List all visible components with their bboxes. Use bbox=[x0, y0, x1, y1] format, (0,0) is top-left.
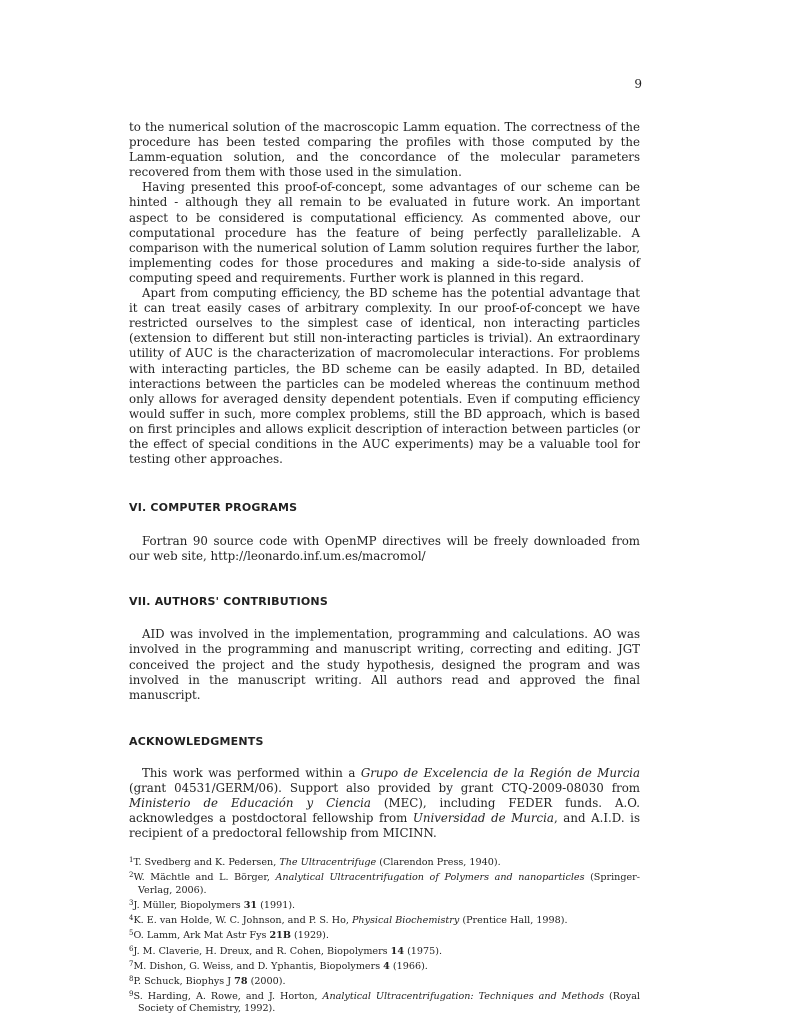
reference-number: 3 bbox=[129, 898, 134, 907]
reference-volume: 31 bbox=[243, 899, 258, 911]
ack-italic-1: Grupo de Excelencia de la Región de Murcia bbox=[360, 765, 640, 780]
reference-publisher: (1929). bbox=[290, 930, 329, 942]
reference-authors: J. Müller, Biopolymers bbox=[133, 899, 244, 911]
ack-text-1: This work was performed within a bbox=[142, 765, 361, 780]
reference-authors: K. E. van Holde, W. C. Johnson, and P. S. Ho, bbox=[133, 915, 352, 927]
reference-number: 1 bbox=[129, 856, 134, 865]
reference-item bbox=[129, 854, 640, 869]
reference-item bbox=[129, 973, 640, 988]
reference-volume: 21B bbox=[269, 930, 291, 942]
paragraph-acknowledgments bbox=[129, 766, 640, 841]
page-number: 9 bbox=[634, 77, 642, 91]
reference-volume: 14 bbox=[390, 945, 405, 957]
reference-number: 5 bbox=[129, 929, 134, 938]
section-heading-authors-contributions: VII. AUTHORS' CONTRIBUTIONS bbox=[129, 595, 328, 609]
reference-publisher: (1991). bbox=[257, 899, 296, 911]
ack-text-2: (grant 04531/GERM/06). Support also provided by grant CTQ-2009-08030 from bbox=[129, 780, 640, 795]
ack-italic-2: Ministerio de Educación y Ciencia bbox=[129, 796, 371, 810]
reference-volume: 78 bbox=[234, 975, 248, 987]
paragraph-authors-contributions: AID was involved in the implementation, programming and calculations. AO was involved in the programming and manuscript writing, correcting and editing. JGT conceived the project and the study hypothesis, designed the program and was involved in the manuscript writing. All authors read and approved the final manuscript. bbox=[129, 627, 640, 702]
reference-publisher: (2000). bbox=[247, 975, 286, 987]
ack-text-4: , and A.I.D. is recipient of a predoctoral fellowship from MICINN. bbox=[129, 811, 640, 841]
reference-title: Analytical Ultracentrifugation: Techniques and Methods bbox=[322, 991, 605, 1003]
section-heading-acknowledgments: ACKNOWLEDGMENTS bbox=[129, 734, 264, 748]
reference-item bbox=[129, 897, 640, 912]
reference-volume: 4 bbox=[383, 960, 390, 972]
paragraph-advantages: Having presented this proof-of-concept, some advantages of our scheme can be hinted - although they all remain to be evaluated in future work. An important aspect to be considered is computational efficiency. As commented above, our computational procedure has the feature of being perfectly parallelizable. A comparison with the numerical solution of Lamm solution requires further the labor, implementing codes for those procedures and making a side-to-side analysis of computing speed and requirements. Further work is planned in this regard. bbox=[129, 180, 640, 285]
reference-number: 9 bbox=[129, 990, 134, 999]
reference-item bbox=[129, 869, 640, 896]
reference-authors: T. Svedberg and K. Pedersen, bbox=[133, 857, 280, 869]
reference-authors: M. Dishon, G. Weiss, and D. Yphantis, Biopolymers bbox=[133, 960, 384, 972]
reference-item bbox=[129, 912, 640, 927]
paragraph-continuation: to the numerical solution of the macroscopic Lamm equation. The correctness of the procedure has been tested comparing the profiles with those computed by the Lamm-equation solution, and the concordance of the molecular parameters recovered from them with those used in the simulation. bbox=[129, 120, 640, 180]
reference-number: 7 bbox=[129, 959, 134, 968]
section-heading-computer-programs: VI. COMPUTER PROGRAMS bbox=[129, 501, 298, 515]
reference-publisher: (Prentice Hall, 1998). bbox=[459, 915, 568, 927]
reference-publisher: (Springer-Verlag, 2006). bbox=[138, 872, 641, 896]
reference-publisher: (Clarendon Press, 1940). bbox=[376, 857, 501, 869]
reference-number: 6 bbox=[129, 944, 134, 953]
reference-item bbox=[129, 943, 640, 958]
ack-text-3: (MEC), including FEDER funds. A.O. acknowledges a postdoctoral fellowship from bbox=[129, 796, 640, 826]
reference-list bbox=[129, 854, 640, 1015]
reference-authors: S. Harding, A. Rowe, and J. Horton, bbox=[133, 991, 323, 1003]
paragraph-bd-complexity: Apart from computing efficiency, the BD scheme has the potential advantage that it can treat easily cases of arbitrary complexity. In our proof-of-concept we have restricted ourselves to the simplest case of identical, non interacting particles (extension to different but still non-interacting particles is trivial). An extraordinary utility of AUC is the characterization of macromolecular interactions. For problems with interacting particles, the BD scheme can be easily adapted. In BD, detailed interactions between the particles can be modeled whereas the continuum method only allows for averaged density dependent potentials. Even if computing efficiency would suffer in such, more complex problems, still the BD approach, which is based on first principles and allows explicit description of interaction between particles (or the effect of special conditions in the AUC experiments) may be a valuable tool for testing other approaches. bbox=[129, 286, 640, 467]
reference-number: 4 bbox=[129, 914, 134, 923]
reference-authors: W. Mächtle and L. Börger, bbox=[133, 872, 276, 884]
reference-publisher: (1975). bbox=[404, 945, 443, 957]
reference-authors: J. M. Claverie, H. Dreux, and R. Cohen, Biopolymers bbox=[133, 945, 391, 957]
ack-italic-3: Universidad de Murcia bbox=[412, 811, 554, 826]
paragraph-computer-programs: Fortran 90 source code with OpenMP directives will be freely downloaded from our web site, http://leonardo.inf.um.es/macromol/ bbox=[129, 534, 640, 564]
reference-number: 8 bbox=[129, 974, 134, 983]
reference-title: Physical Biochemistry bbox=[351, 915, 460, 927]
reference-item bbox=[129, 927, 640, 942]
reference-item bbox=[129, 988, 640, 1015]
reference-publisher: (1966). bbox=[389, 960, 428, 972]
reference-authors: P. Schuck, Biophys J bbox=[133, 975, 235, 987]
reference-authors: O. Lamm, Ark Mat Astr Fys bbox=[133, 930, 270, 942]
reference-title: Analytical Ultracentrifugation of Polymers and nanoparticles bbox=[275, 872, 585, 884]
reference-title: The Ultracentrifuge bbox=[279, 857, 377, 869]
reference-item bbox=[129, 958, 640, 973]
paper-body bbox=[129, 120, 640, 1016]
reference-number: 2 bbox=[129, 871, 134, 880]
reference-publisher: (Royal Society of Chemistry, 1992). bbox=[138, 991, 640, 1015]
